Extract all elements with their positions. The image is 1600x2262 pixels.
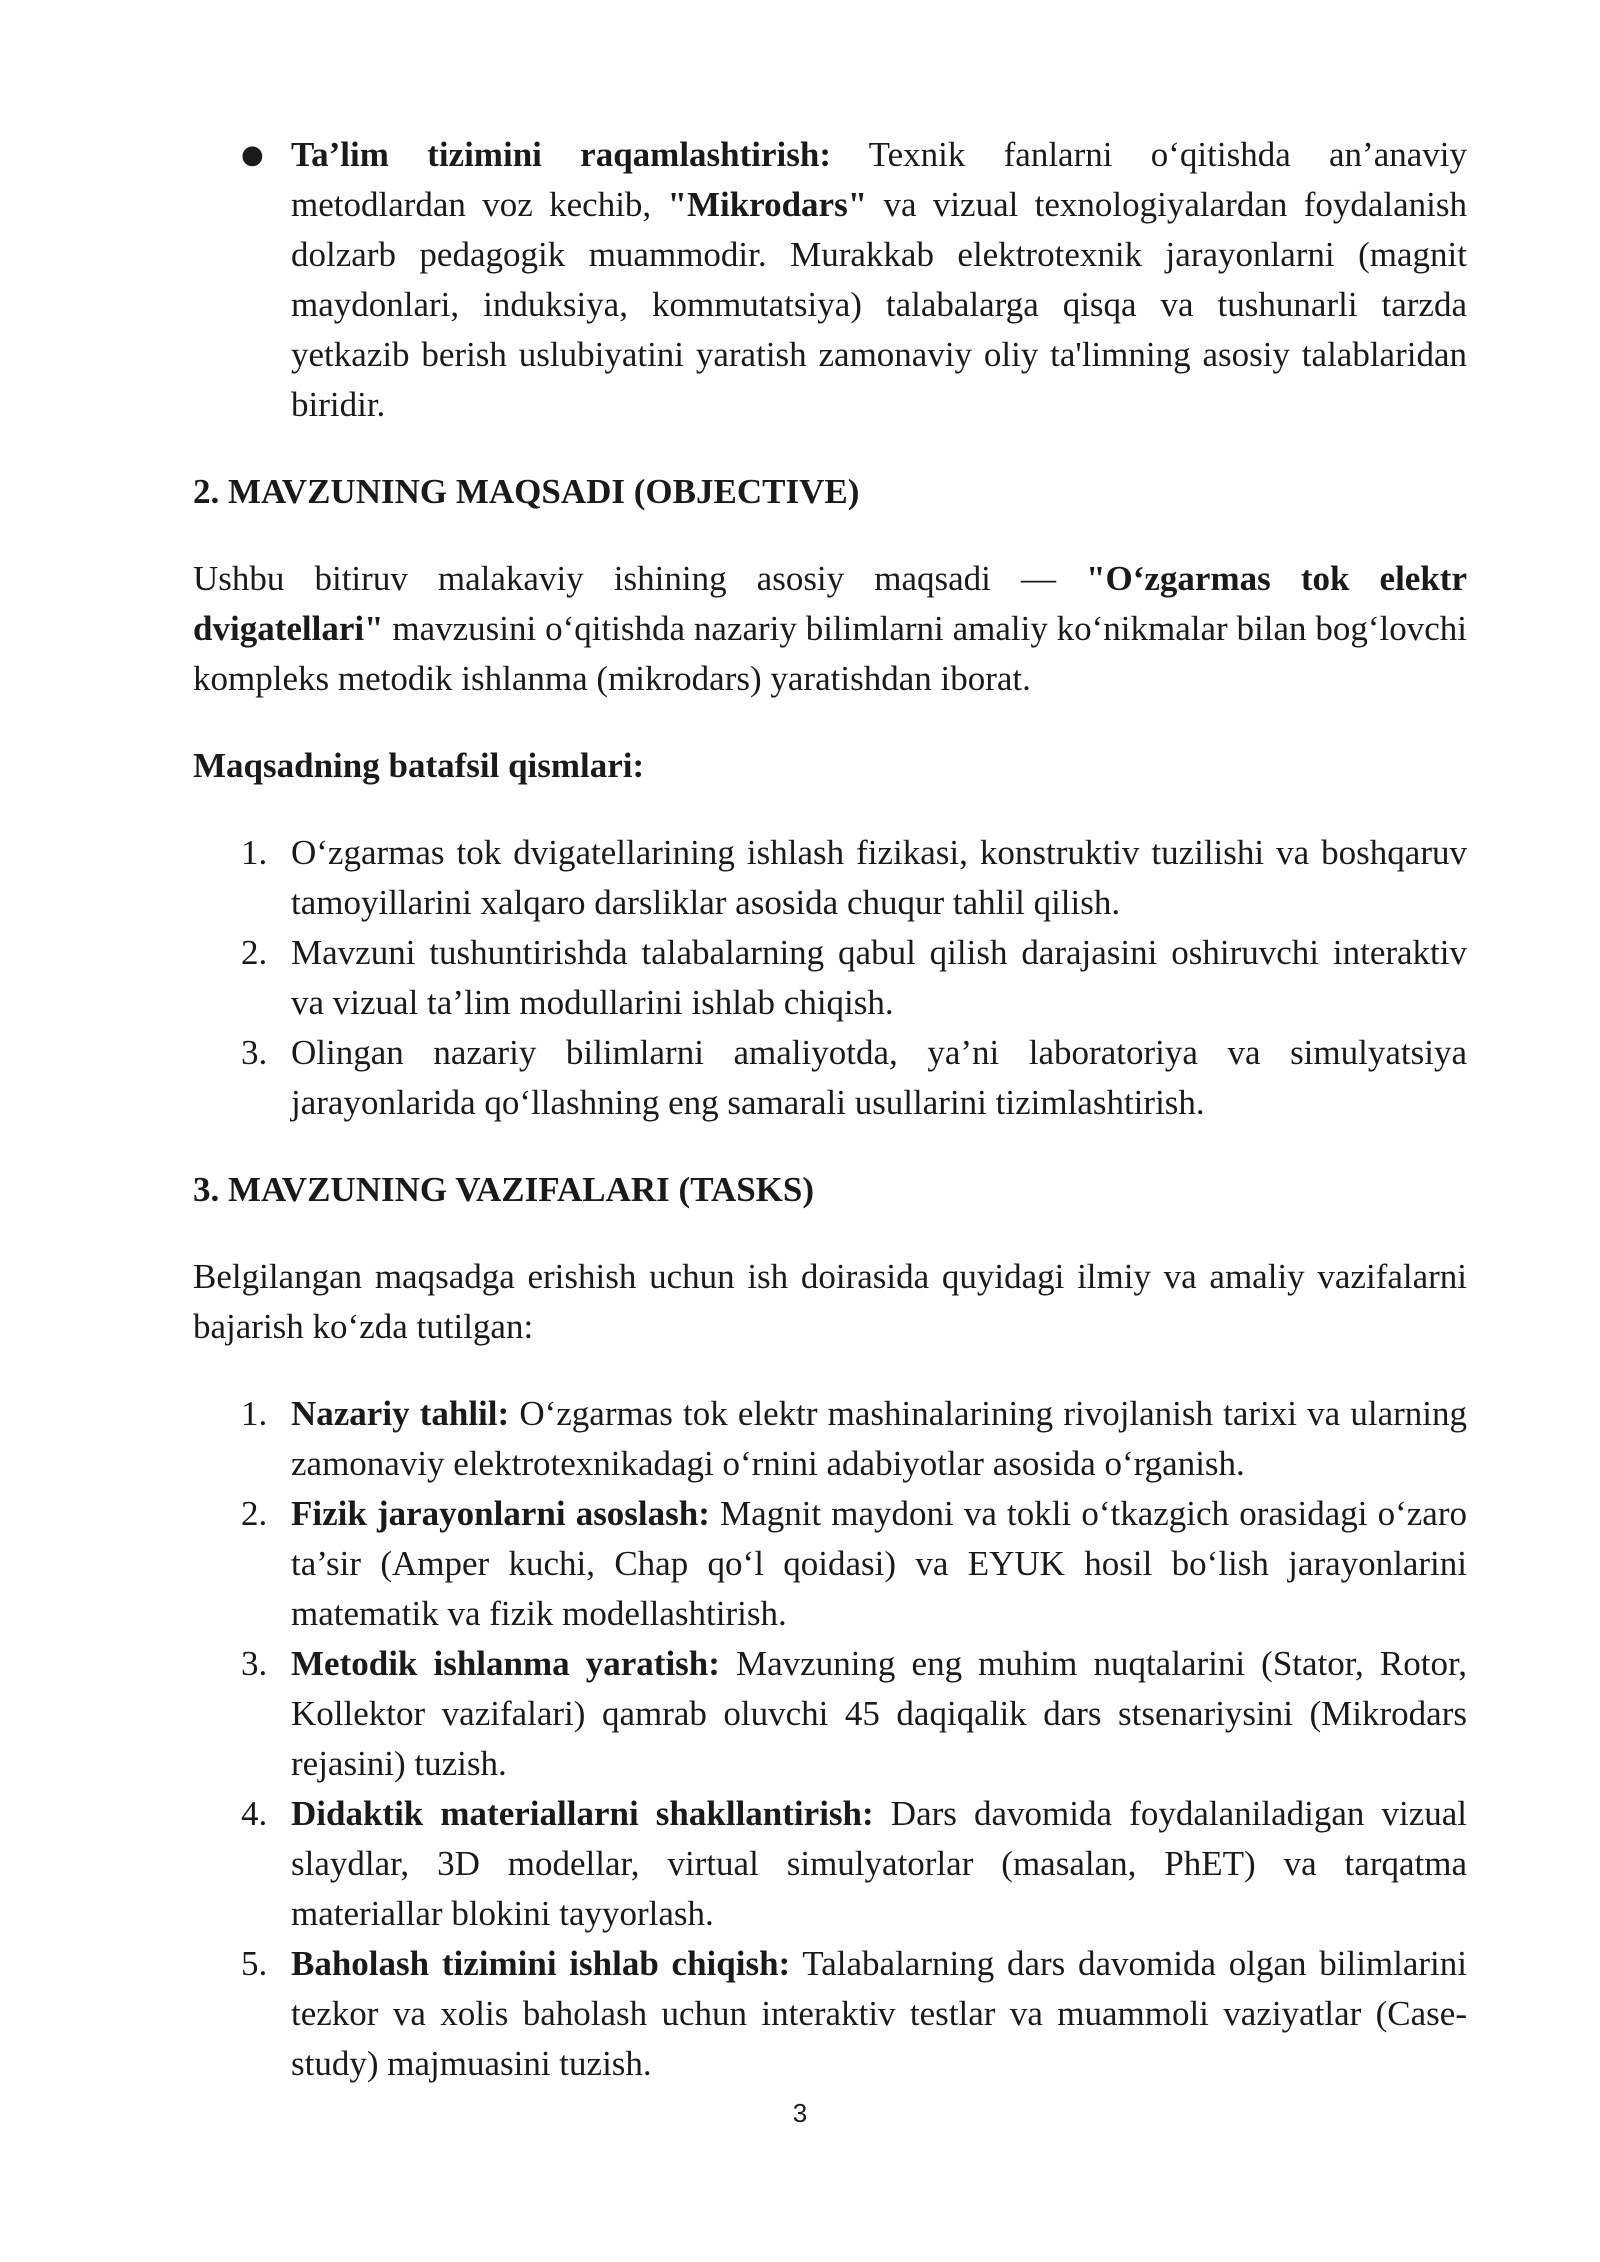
section-heading: 3. MAVZUNING VAZIFALARI (TASKS) bbox=[193, 1170, 815, 1209]
bullet-bold-term: "Mikrodars" bbox=[667, 185, 868, 224]
tasks-list bbox=[193, 1389, 1467, 2089]
bullet-text: va vizual texnologiyalardan foydalanish dolzarb pedagogik muammodir. Murakkab elektrotexnik jarayonlarni (magnit maydonlari, induksiya, kommutatsiya) talabalarga qisqa va tushunarli tarzda yetkazib berish uslubiyatini yaratish zamonaviy oliy ta'limning asosiy talablaridan biridir. bbox=[291, 185, 1467, 424]
list-bold-label: Nazariy tahlil: bbox=[291, 1394, 510, 1433]
list-text: Magnit maydoni va tokli o‘tkazgich orasidagi o‘zaro ta’sir (Amper kuchi, Chap qo‘l qoidasi) va EYUK hosil bo‘lish jarayonlarini matematik va fizik modellashtirish. bbox=[291, 1494, 1467, 1633]
list-text: O‘zgarmas tok dvigatellarining ishlash fizikasi, konstruktiv tuzilishi va boshqaruv tamoyillarini xalqaro darsliklar asosida chuqur tahlil qilish. bbox=[291, 833, 1467, 922]
tasks-paragraph: Belgilangan maqsadga erishish uchun ish doirasida quyidagi ilmiy va amaliy vazifalarni bajarish ko‘zda tutilgan: bbox=[193, 1257, 1467, 1346]
list-number: 2. bbox=[241, 1494, 268, 1533]
list-text: Olingan nazariy bilimlarni amaliyotda, ya’ni laboratoriya va simulyatsiya jarayonlarida qo‘llashning eng samarali usullarini tizimlashtirish. bbox=[291, 1033, 1467, 1122]
list-number: 3. bbox=[241, 1644, 268, 1683]
intro-bullet-list bbox=[193, 130, 1467, 430]
list-bold-label: Baholash tizimini ishlab chiqish: bbox=[291, 1944, 791, 1983]
subheading: Maqsadning batafsil qismlari: bbox=[193, 746, 645, 785]
list-number: 4. bbox=[241, 1794, 268, 1833]
list-number: 1. bbox=[241, 1394, 268, 1433]
paragraph-bold-term: "O‘zgarmas tok elektr dvigatellari" bbox=[193, 559, 1467, 648]
bullet-icon: ● bbox=[241, 140, 264, 170]
list-item bbox=[193, 1389, 1467, 1489]
paragraph-text: Ushbu bitiruv malakaviy ishining asosiy maqsadi — bbox=[193, 559, 1087, 598]
paragraph-text: mavzusini o‘qitishda nazariy bilimlarni amaliy ko‘nikmalar bilan bog‘lovchi kompleks metodik ishlanma (mikrodars) yaratishdan iborat. bbox=[193, 609, 1467, 698]
list-text: Mavzuni tushuntirishda talabalarning qabul qilish darajasini oshiruvchi interaktiv va vizual ta’lim modullarini ishlab chiqish. bbox=[291, 933, 1467, 1022]
list-bold-label: Fizik jarayonlarni asoslash: bbox=[291, 1494, 710, 1533]
bullet-bold-label: Ta’lim tizimini raqamlashtirish: bbox=[291, 135, 832, 174]
list-number: 5. bbox=[241, 1944, 268, 1983]
list-item bbox=[193, 828, 1467, 928]
document-page bbox=[193, 130, 1467, 2089]
list-item bbox=[193, 130, 1467, 430]
list-text: Dars davomida foydalaniladigan vizual slaydlar, 3D modellar, virtual simulyatorlar (masalan, PhET) va tarqatma materiallar blokini tayyorlash. bbox=[291, 1794, 1468, 1933]
list-number: 2. bbox=[241, 933, 268, 972]
list-number: 1. bbox=[241, 833, 268, 872]
objective-list bbox=[193, 828, 1467, 1128]
list-text: Mavzuning eng muhim nuqtalarini (Stator, Rotor, Kollektor vazifalari) qamrab oluvchi 45 daqiqalik dars stsenariysini (Mikrodars rejasini) tuzish. bbox=[291, 1644, 1467, 1783]
list-item bbox=[193, 1489, 1467, 1639]
list-item bbox=[193, 1028, 1467, 1128]
list-number: 3. bbox=[241, 1033, 268, 1072]
list-text: O‘zgarmas tok elektr mashinalarining rivojlanish tarixi va ularning zamonaviy elektrotexnikadagi o‘rnini adabiyotlar asosida o‘rganish. bbox=[291, 1394, 1467, 1483]
section-heading: 2. MAVZUNING MAQSADI (OBJECTIVE) bbox=[193, 472, 860, 511]
bullet-text: Texnik fanlarni o‘qitishda an’anaviy metodlardan voz kechib, bbox=[291, 135, 1467, 224]
objective-paragraph bbox=[193, 554, 1467, 704]
list-bold-label: Didaktik materiallarni shakllantirish: bbox=[291, 1794, 874, 1833]
list-item bbox=[193, 928, 1467, 1028]
list-item bbox=[193, 1639, 1467, 1789]
list-item bbox=[193, 1939, 1467, 2089]
list-bold-label: Metodik ishlanma yaratish: bbox=[291, 1644, 720, 1683]
list-item bbox=[193, 1789, 1467, 1939]
page-number: 3 bbox=[792, 2098, 808, 2128]
list-text: Talabalarning dars davomida olgan bilimlarini tezkor va xolis baholash uchun interaktiv testlar va muammoli vaziyatlar (Case-study) majmuasini tuzish. bbox=[291, 1944, 1467, 2083]
